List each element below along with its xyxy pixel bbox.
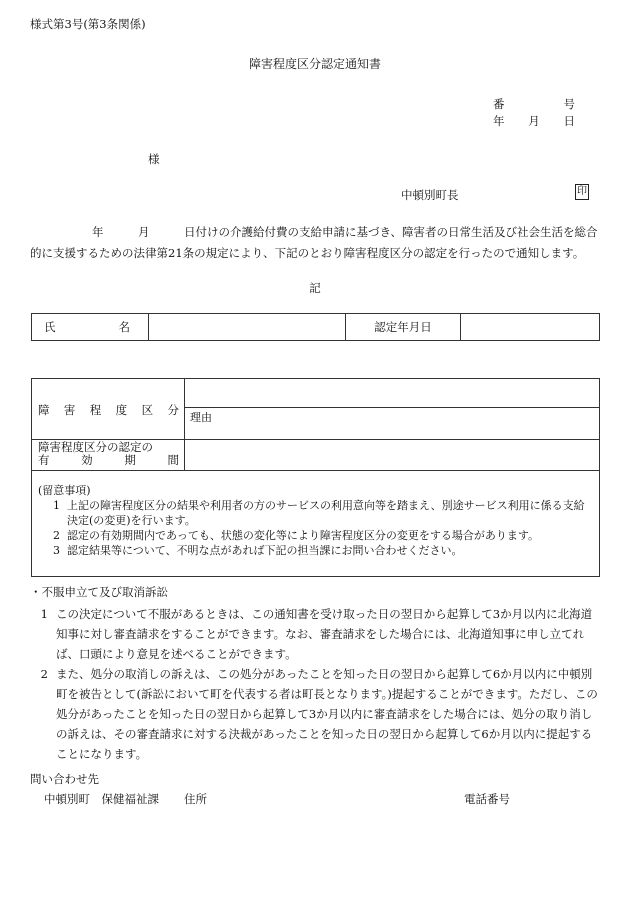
ki-heading: 記 bbox=[309, 281, 321, 295]
validity-period-label-line2: 有 効 期 間 bbox=[38, 453, 179, 467]
document-date-row bbox=[493, 113, 575, 129]
document-number-row bbox=[493, 96, 575, 112]
note-item: 3 認定結果等について、不明な点があれば下記の担当課にお問い合わせください。 bbox=[53, 544, 463, 557]
certification-box bbox=[31, 378, 600, 577]
note-item: 1 上記の障害程度区分の結果や利用者の方のサービスの利用意向等を踏まえ、別途サービス利用に係る支給決定(の変更)を行います。 bbox=[53, 499, 585, 527]
appeal-section bbox=[30, 584, 602, 764]
note-item: 2 認定の有効期間内であっても、状態の変化等により障害程度区分の変更をする場合があります。 bbox=[53, 529, 540, 542]
day-label: 日 bbox=[563, 114, 575, 128]
contact-department: 中頓別町 保健福祉課 bbox=[44, 792, 159, 806]
validity-period-label bbox=[38, 441, 179, 467]
appeal-item: 2 また、処分の取消しの訴えは、この処分があったことを知った日の翌日から起算して6か月以内に中頓別町を被告として(訴訟において町を代表する者は町長となります。)提起することができます。ただし、この処分があったことを知った日の翌日から起算して3か月以内に審査請求をした場合には、処分の取り消しの訴えは、その審査請求に対する決裁があったことを知った日の翌日から起算して6か月以内に提起することになります。 bbox=[40, 667, 598, 761]
reason-label: 理由 bbox=[190, 411, 212, 424]
document-title: 障害程度区分認定通知書 bbox=[248, 57, 381, 71]
certification-date-field[interactable] bbox=[461, 314, 600, 341]
intro-text: 年 月 日付けの介護給付費の支給申請に基づき、障害者の日常生活及び社会生活を総合的に支援するための法律第21条の規定により、下記のとおり障害程度区分の認定を行ったので通知します。 bbox=[30, 225, 598, 260]
appeal-item: 1 この決定について不服があるときは、この通知書を受け取った日の翌日から起算して3か月以内に北海道知事に対し審査請求をすることができます。なお、審査請求をした場合には、北海道知事に申し立てれば、口頭により意見を述べることができます。 bbox=[40, 607, 593, 661]
certification-date-label: 認定年月日 bbox=[346, 314, 461, 341]
notes-heading: (留意事項) bbox=[38, 484, 91, 497]
contact-heading: 問い合わせ先 bbox=[30, 772, 99, 786]
contact-address-label: 住所 bbox=[184, 792, 207, 806]
month-label: 月 bbox=[528, 114, 540, 128]
year-label: 年 bbox=[493, 114, 505, 128]
name-field[interactable] bbox=[149, 314, 346, 341]
appeal-heading: ・不服申立て及び取消訴訟 bbox=[30, 585, 168, 599]
recipient-suffix: 様 bbox=[148, 152, 160, 166]
contact-phone-label: 電話番号 bbox=[464, 792, 510, 806]
intro-paragraph bbox=[30, 222, 602, 264]
notes-section bbox=[38, 483, 594, 558]
disability-category-label: 障 害 程 度 区 分 bbox=[38, 403, 179, 417]
seal-mark: 印 bbox=[575, 184, 589, 200]
validity-period-label-line1: 障害程度区分の認定の bbox=[38, 440, 153, 454]
number-label: 番 bbox=[493, 97, 505, 111]
form-number: 様式第3号(第3条関係) bbox=[30, 17, 146, 31]
name-label: 氏名 bbox=[32, 314, 149, 341]
issuer-name: 中頓別町長 bbox=[401, 188, 459, 202]
recipient-table bbox=[31, 313, 600, 341]
number-suffix: 号 bbox=[563, 97, 575, 111]
